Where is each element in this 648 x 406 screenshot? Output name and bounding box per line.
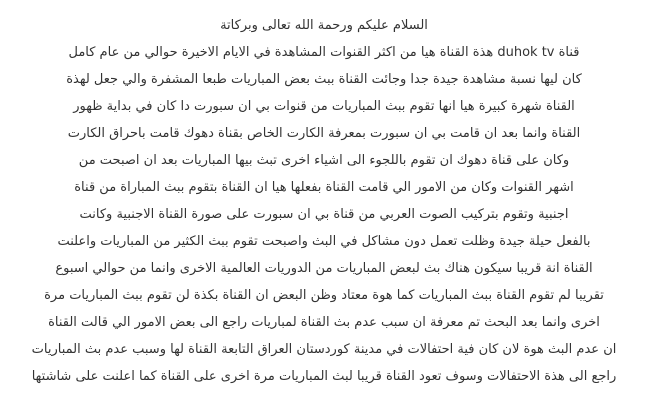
post-text-line: ان عدم البث هوة لان كان فية احتفالات في مدينة كوردستان العراق التابعة القناة لها وسبب عدم بث المباريات [31, 342, 617, 357]
post-text-line: راجع الى هذة الاحتفالات وسوف تعود القناة قريبا لبث المباريات مرة اخرى على القناة كما اعلنت على شاشتها [31, 369, 617, 384]
post-text-line: القناة شهرة كبيرة هيا انها تقوم ببث المباريات من قنوات بي ان سبورت دا كان في بداية ظهور [73, 99, 575, 114]
post-text-line: وكان على قناة دهوك ان تقوم باللجوء الى اشياء اخرى تبث بيها المباريات بعد ان اصبحت من [78, 153, 570, 168]
post-text-line: اخرى وانما بعد البحث تم معرفة ان سبب عدم بث القناة لمباريات راجع الى بعض الامور الي قالت القناة [48, 315, 600, 330]
post-text-line: اجنبية وتقوم بتركيب الصوت العربي من قناة بي ان سبورت على صورة القناة الاجنبية وكانت [79, 207, 569, 222]
post-text-line: كان ليها نسبة مشاهدة جيدة جدا وجائت القناة ببث بعض المباريات طبعا المشفرة والي جعل لهذة [66, 72, 582, 87]
post-text-line: بالفعل حيلة جيدة وظلت تعمل دون مشاكل في البث واصبحت تقوم ببث الكثير من المباريات واعلنت [57, 234, 591, 249]
post-text-line: قناة duhok tv هذة القناة هيا من اكثر القنوات المشاهدة في الايام الاخيرة حوالي من عام كامل [68, 45, 580, 60]
post-text-line: القناة انة قريبا سيكون هناك بث لبعض المباريات من الدوريات العالمية الاخرى وانما من حوالي اسبوع [55, 261, 593, 276]
post-text-line: اشهر القنوات وكان من الامور الي قامت القناة بفعلها هيا ان القناة بتقوم ببث المباراة من قناة [74, 180, 574, 195]
post-text-line: تقريبا لم تقوم القناة ببث المباريات كما هوة معتاد وظن البعض ان القناة بكذة لن تقوم ببث المباريات مرة [44, 288, 604, 303]
post-greeting: السلام عليكم ورحمة الله تعالى وبركاتة [220, 18, 428, 33]
post-text-line: القناة وانما بعد ان قامت بي ان سبورت بمعرفة الكارت الخاص بقناة دهوك قامت باحراق الكارت [67, 126, 581, 141]
